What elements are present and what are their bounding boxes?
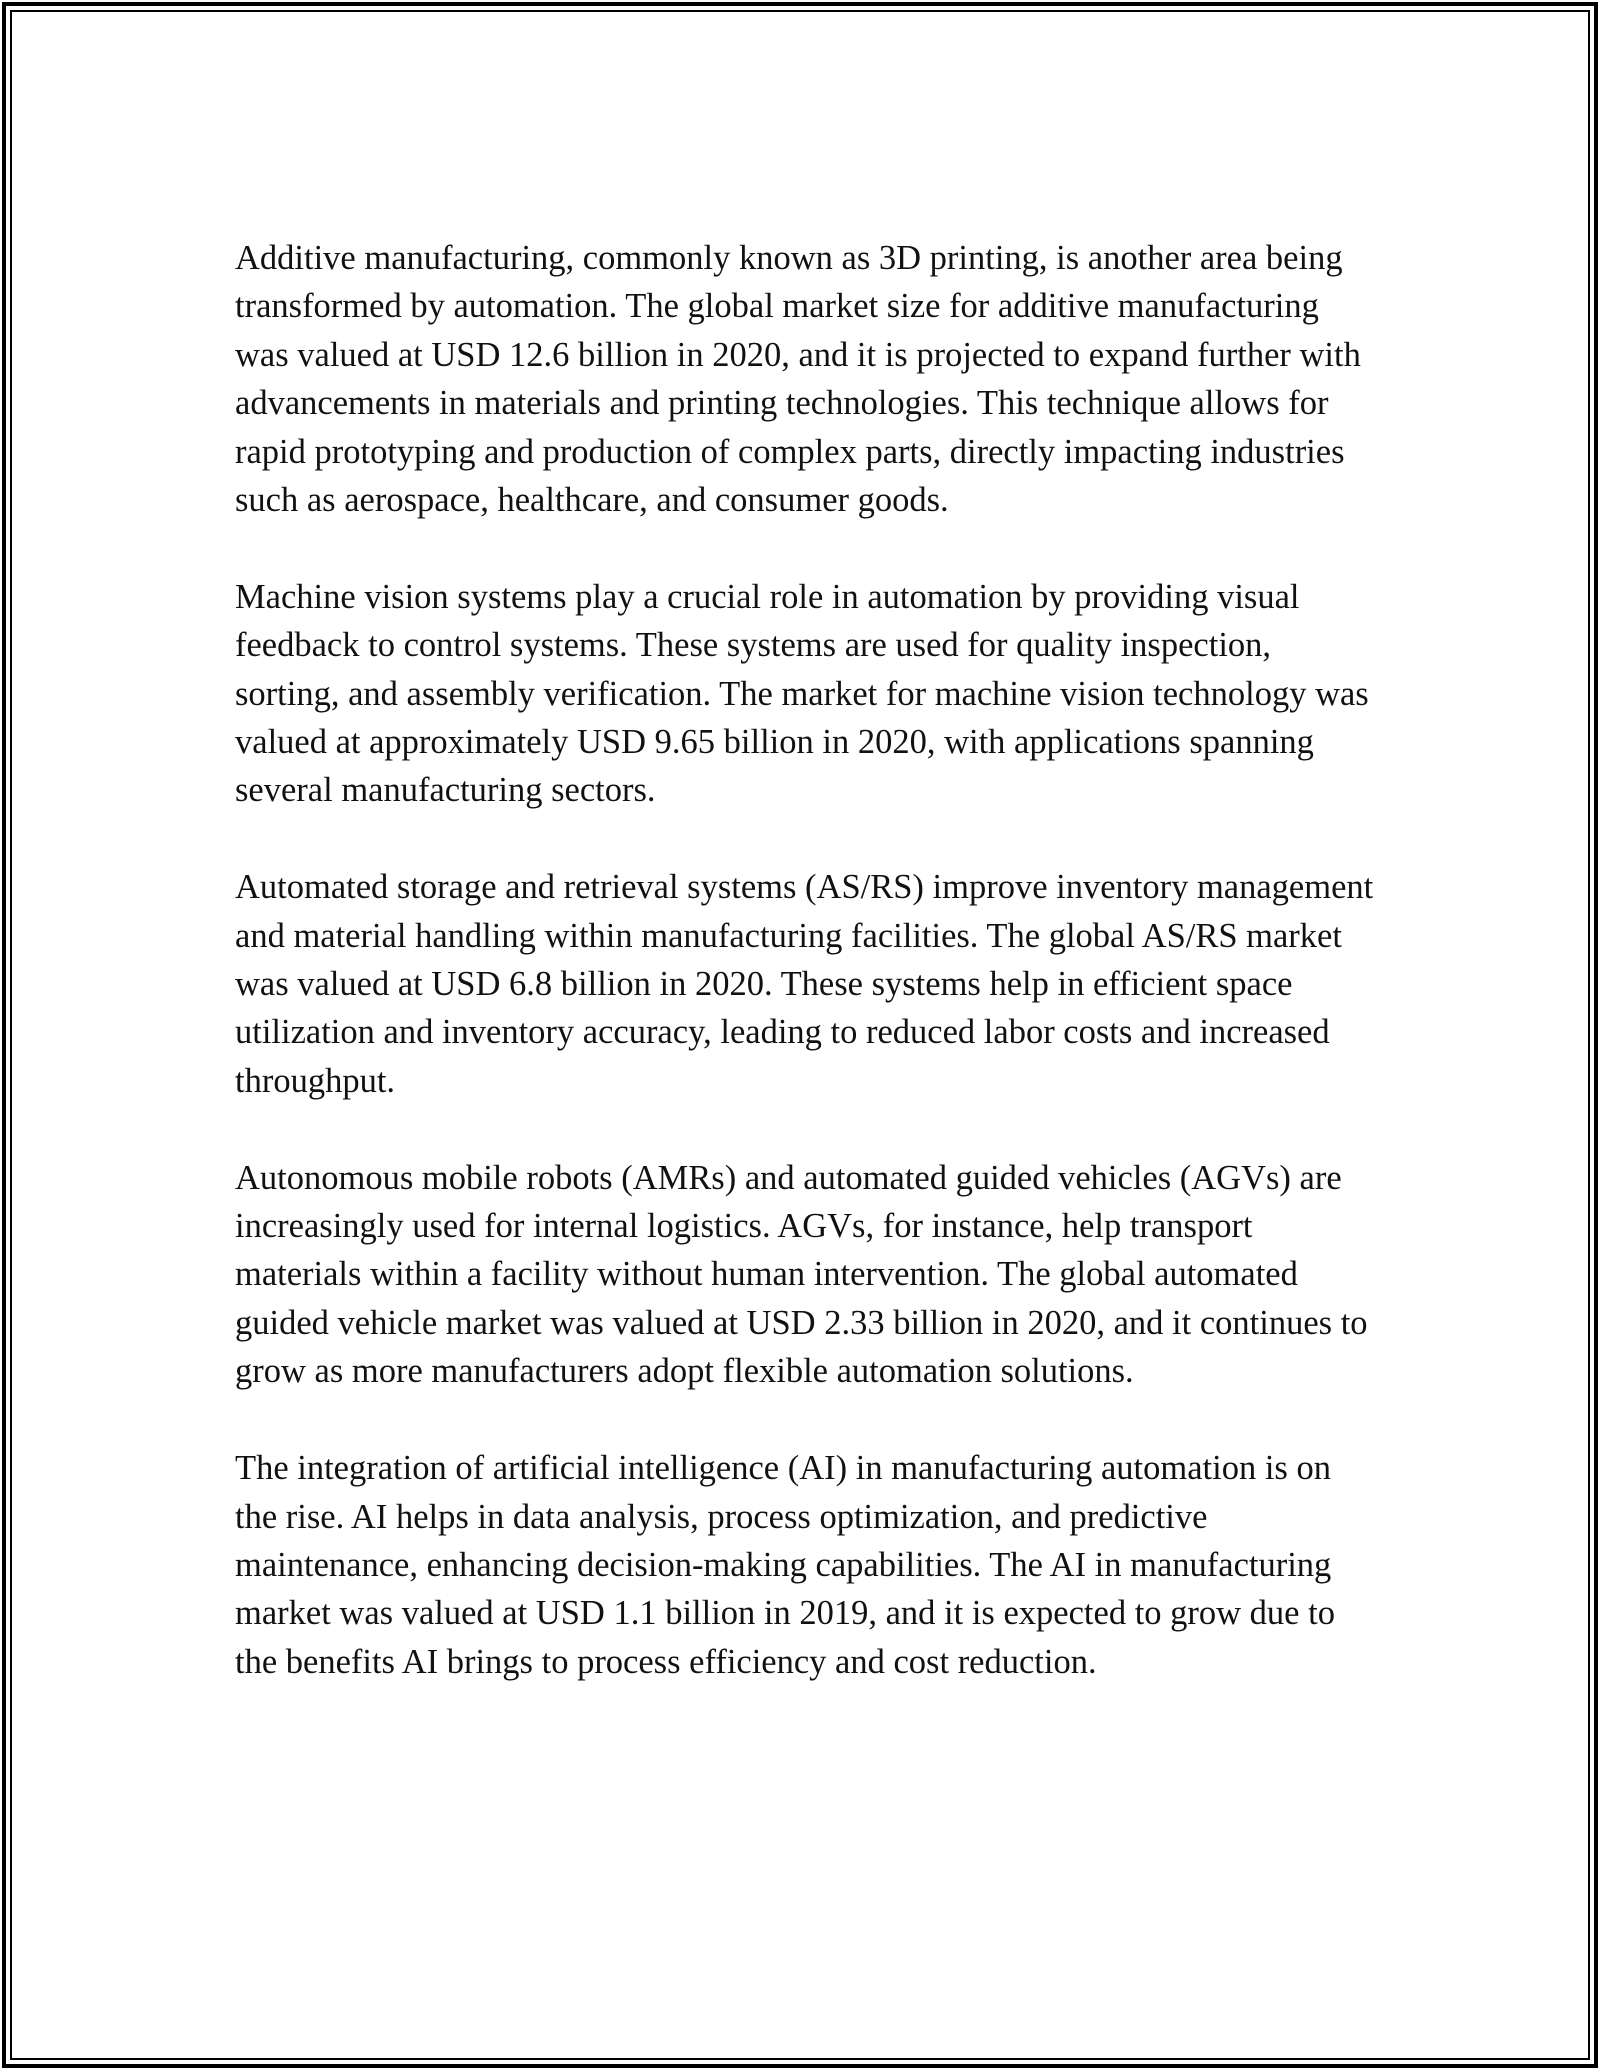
document-body bbox=[235, 234, 1375, 1735]
paragraph-ai-manufacturing: The integration of artificial intelligence (AI) in manufacturing automation is on the rise. AI helps in data analysis, process optimization, and predictive maintenance, enhancing decision-making capabilities. The AI in manufacturing market was valued at USD 1.1 billion in 2019, and it is expected to grow due to the benefits AI brings to process efficiency and cost reduction. bbox=[235, 1449, 1335, 1681]
paragraph-machine-vision: Machine vision systems play a crucial role in automation by providing visual feedback to control systems. These systems are used for quality inspection, sorting, and assembly verification. The market for machine vision technology was valued at approximately USD 9.65 billion in 2020, with applications spanning several manufacturing sectors. bbox=[235, 577, 1369, 810]
paragraph-additive-manufacturing: Additive manufacturing, commonly known as 3D printing, is another area being transformed by automation. The global market size for additive manufacturing was valued at USD 12.6 billion in 2020, and it is projected to expand further with advancements in materials and printing technologies. This technique allows for rapid prototyping and production of complex parts, directly impacting industries such as aerospace, healthcare, and consumer goods. bbox=[235, 239, 1361, 520]
paragraph-asrs: Automated storage and retrieval systems (AS/RS) improve inventory management and material handling within manufacturing facilities. The global AS/RS market was valued at USD 6.8 billion in 2020. These systems help in efficient space utilization and inventory accuracy, leading to reduced labor costs and increased throughput. bbox=[235, 868, 1374, 1100]
paragraph-amr-agv: Autonomous mobile robots (AMRs) and automated guided vehicles (AGVs) are increasingly used for internal logistics. AGVs, for instance, help transport materials within a facility without human intervention. The global automated guided vehicle market was valued at USD 2.33 billion in 2020, and it continues to grow as more manufacturers adopt flexible automation solutions. bbox=[235, 1158, 1368, 1391]
